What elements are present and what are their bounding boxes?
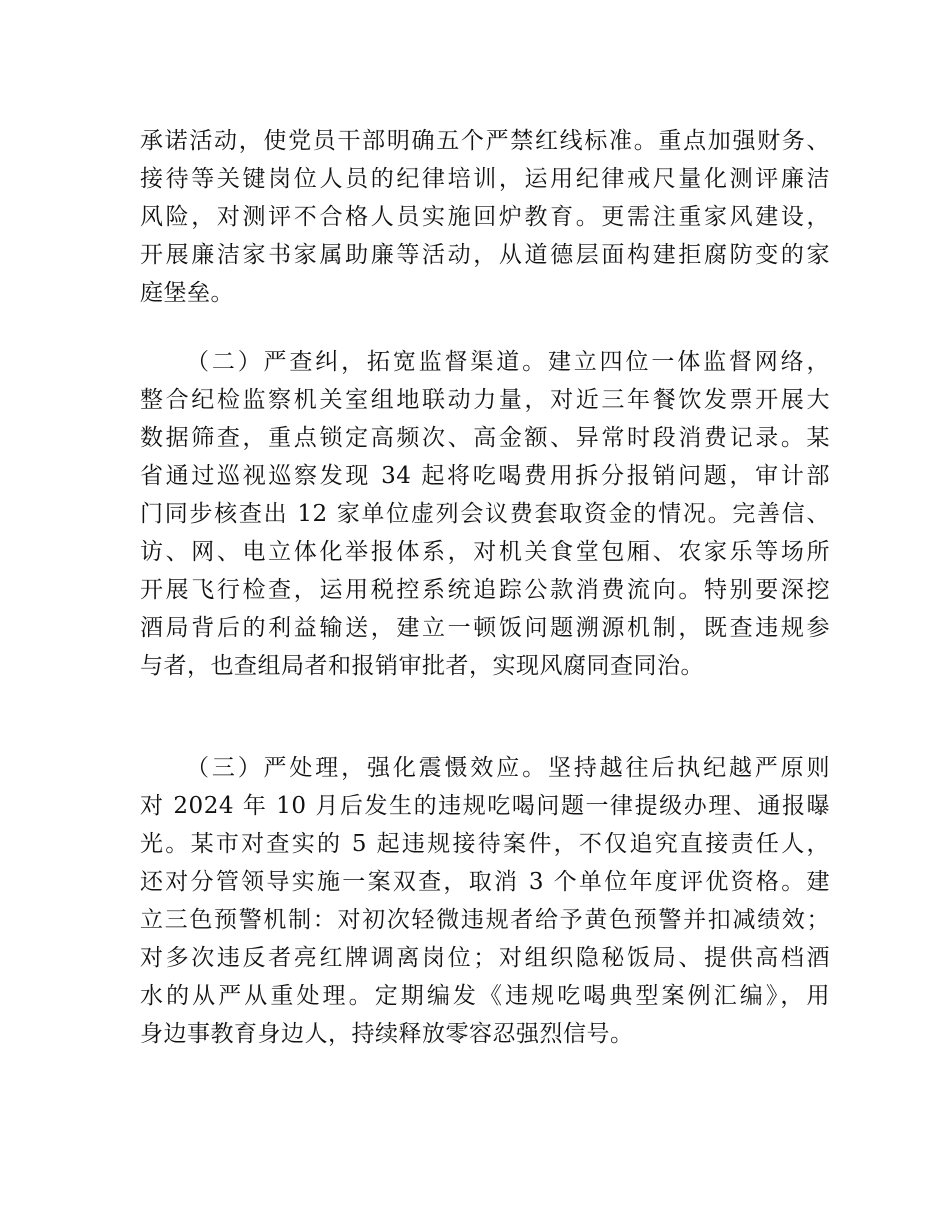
- paragraph-line: 开展廉洁家书家属助廉等活动，从道德层面构建拒腐防变的家: [140, 242, 830, 268]
- paragraph-line: 省通过巡视巡察发现 34 起将吃喝费用拆分报销问题，审计部: [140, 463, 830, 489]
- paragraph-line: （三）严处理，强化震慑效应。坚持越往后执纪越严原则: [186, 755, 830, 781]
- paragraph-line: 光。某市对查实的 5 起违规接待案件，不仅追究直接责任人，: [140, 831, 830, 857]
- paragraph-line: 与者，也查组局者和报销审批者，实现风腐同查同治。: [140, 653, 704, 679]
- paragraph-line: 对多次违反者亮红牌调离岗位；对组织隐秘饭局、提供高档酒: [140, 945, 830, 971]
- paragraph-line: 对 2024 年 10 月后发生的违规吃喝问题一律提级办理、通报曝: [140, 793, 830, 819]
- paragraph-line: 承诺活动，使党员干部明确五个严禁红线标准。重点加强财务、: [140, 128, 830, 154]
- paragraph-line: 数据筛查，重点锁定高频次、高金额、异常时段消费记录。某: [140, 425, 830, 451]
- paragraph-line: 庭堡垒。: [140, 280, 234, 306]
- paragraph-1: [140, 122, 830, 312]
- paragraph-line: 酒局背后的利益输送，建立一顿饭问题溯源机制，既查违规参: [140, 615, 830, 641]
- paragraph-line: 身边事教育身边人，持续释放零容忍强烈信号。: [140, 1021, 634, 1047]
- paragraph-line: 开展飞行检查，运用税控系统追踪公款消费流向。特别要深挖: [140, 577, 830, 603]
- paragraph-3: [140, 749, 830, 1053]
- paragraph-line: 水的从严从重处理。定期编发《违规吃喝典型案例汇编》，用: [140, 983, 830, 1009]
- paragraph-line: 整合纪检监察机关室组地联动力量，对近三年餐饮发票开展大: [140, 387, 830, 413]
- paragraph-line: 门同步核查出 12 家单位虚列会议费套取资金的情况。完善信、: [140, 501, 830, 527]
- paragraph-line: 访、网、电立体化举报体系，对机关食堂包厢、农家乐等场所: [140, 539, 830, 565]
- paragraph-2: [140, 343, 830, 685]
- paragraph-line: 还对分管领导实施一案双查，取消 3 个单位年度评优资格。建: [140, 869, 830, 895]
- paragraph-line: 立三色预警机制：对初次轻微违规者给予黄色预警并扣减绩效；: [140, 907, 830, 933]
- paragraph-line: 接待等关键岗位人员的纪律培训，运用纪律戒尺量化测评廉洁: [140, 166, 830, 192]
- paragraph-line: 风险，对测评不合格人员实施回炉教育。更需注重家风建设，: [140, 204, 830, 230]
- paragraph-line: （二）严查纠，拓宽监督渠道。建立四位一体监督网络，: [186, 349, 830, 375]
